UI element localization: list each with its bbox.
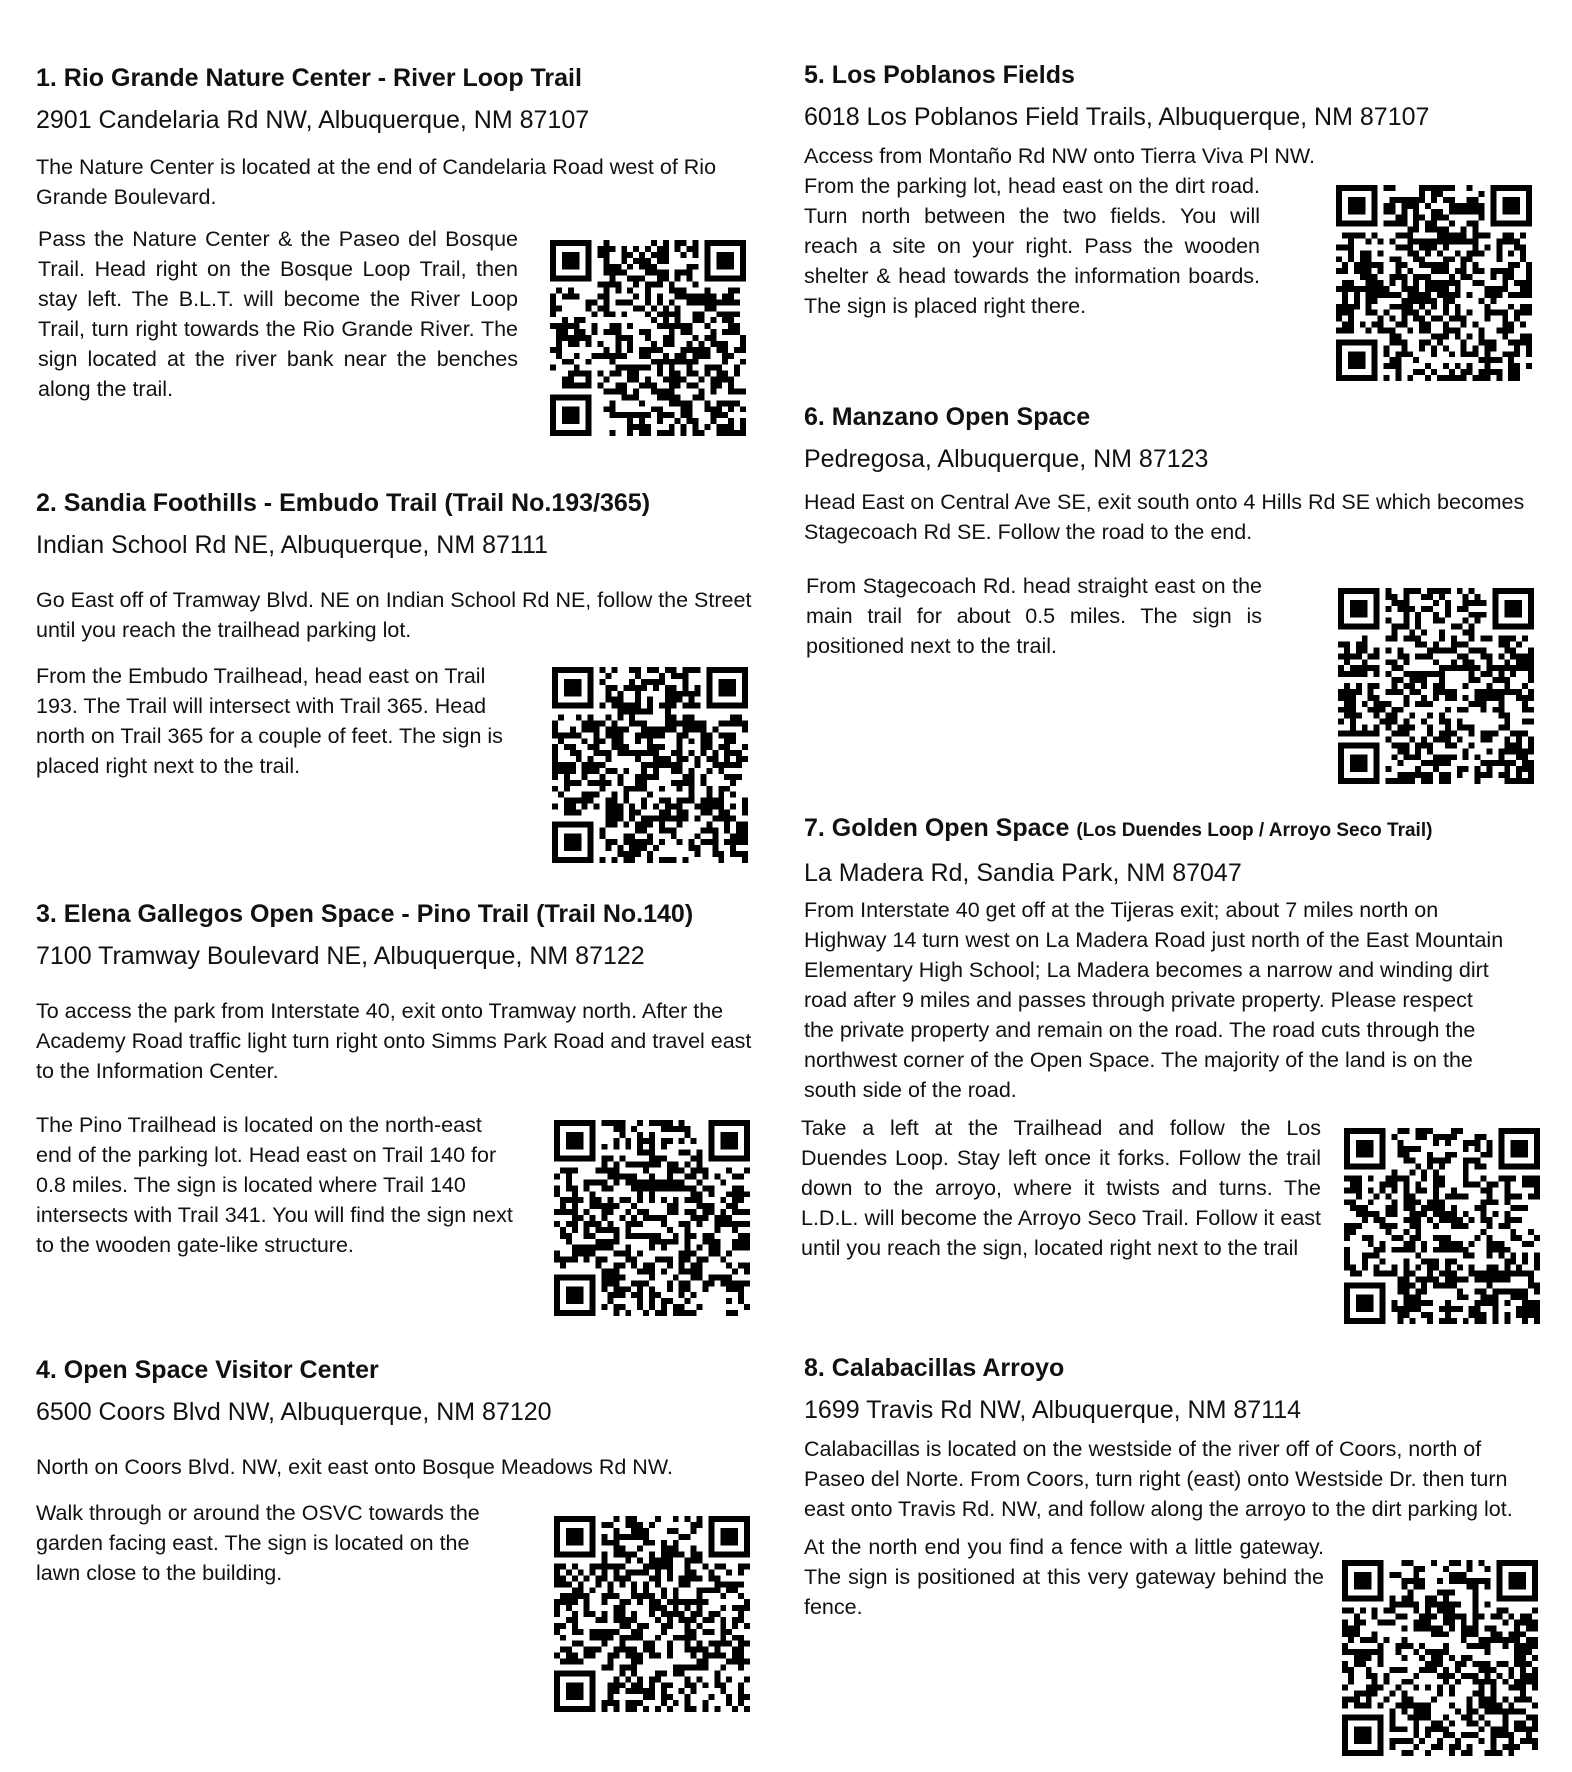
access-text: From Interstate 40 get off at the Tijeras exit; about 7 miles north on Highway 14 turn west on La Madera Road just north of the East Mountain Elementary High School; La Madera becomes a narrow and winding dirt road after 9 miles and passes through private property. Please respect the private property and remain on the road. The road cuts through the northwest corner of the Open Space. The majority of the land is on the south side of the road. bbox=[804, 898, 1504, 1102]
section-address: 1699 Travis Rd NW, Albuquerque, NM 87114 bbox=[804, 1396, 1302, 1424]
section-title: 8. Calabacillas Arroyo bbox=[804, 1354, 1065, 1382]
trail-section-3 bbox=[36, 898, 756, 1260]
directions-text: From the parking lot, head east on the dirt road. Turn north between the two fields. You will reach a site on your right. Pass the wooden shelter & head towards the information boards. The sign is placed right there. bbox=[804, 174, 1260, 318]
directions-text: Walk through or around the OSVC towards the garden facing east. The sign is located on the lawn close to the building. bbox=[36, 1501, 480, 1585]
access-text: Go East off of Tramway Blvd. NE on Indian School Rd NE, follow the Street until you reach the trailhead parking lot. bbox=[36, 588, 752, 642]
section-address: 2901 Candelaria Rd NW, Albuquerque, NM 87107 bbox=[36, 106, 590, 134]
section-title: 5. Los Poblanos Fields bbox=[804, 61, 1075, 89]
section-address: 7100 Tramway Boulevard NE, Albuquerque, NM 87122 bbox=[36, 942, 645, 970]
section-title-main: 7. Golden Open Space bbox=[804, 814, 1070, 842]
qr-code-icon[interactable] bbox=[1336, 185, 1532, 381]
directions-text: Take a left at the Trailhead and follow the Los Duendes Loop. Stay left once it forks. Follow the trail down to the arroyo, where it twists and turns. The L.D.L. will become the Arroyo Seco Trail. Follow it east until you reach the sign, located right next to the trail bbox=[801, 1116, 1321, 1260]
section-subtitle: (Los Duendes Loop / Arroyo Seco Trail) bbox=[1076, 820, 1433, 841]
section-title bbox=[804, 812, 1544, 847]
section-title: 3. Elena Gallegos Open Space - Pino Trail (Trail No.140) bbox=[36, 900, 694, 928]
access-text: Calabacillas is located on the westside of the river off of Coors, north of Paseo del Norte. From Coors, turn right (east) onto Westside Dr. then turn east onto Travis Rd. NW, and follow along the arroyo to the dirt parking lot. bbox=[804, 1437, 1513, 1521]
qr-code-icon[interactable] bbox=[1338, 588, 1534, 784]
section-title: 6. Manzano Open Space bbox=[804, 403, 1091, 431]
section-address: 6018 Los Poblanos Field Trails, Albuquerque, NM 87107 bbox=[804, 103, 1430, 131]
qr-code-icon[interactable] bbox=[552, 667, 748, 863]
section-address: La Madera Rd, Sandia Park, NM 87047 bbox=[804, 859, 1242, 887]
access-text: North on Coors Blvd. NW, exit east onto Bosque Meadows Rd NW. bbox=[36, 1455, 673, 1479]
qr-code-icon[interactable] bbox=[550, 240, 746, 436]
qr-code-icon[interactable] bbox=[554, 1516, 750, 1712]
qr-code-icon[interactable] bbox=[1344, 1128, 1540, 1324]
directions-text: The Pino Trailhead is located on the north-east end of the parking lot. Head east on Trail 140 for 0.8 miles. The sign is located where Trail 140 intersects with Trail 341. You will find the sign next to the wooden gate-like structure. bbox=[36, 1113, 513, 1257]
trail-section-2 bbox=[36, 487, 756, 781]
trail-section-6 bbox=[804, 401, 1544, 661]
section-address: Pedregosa, Albuquerque, NM 87123 bbox=[804, 445, 1209, 473]
access-text: Access from Montaño Rd NW onto Tierra Viva Pl NW. bbox=[804, 144, 1315, 168]
qr-code-icon[interactable] bbox=[1342, 1560, 1538, 1756]
section-address: Indian School Rd NE, Albuquerque, NM 87111 bbox=[36, 531, 548, 559]
trail-section-8 bbox=[804, 1352, 1544, 1622]
trail-section-1 bbox=[36, 62, 756, 404]
section-title: 1. Rio Grande Nature Center - River Loop Trail bbox=[36, 64, 582, 92]
qr-code-icon[interactable] bbox=[554, 1120, 750, 1316]
directions-text: From Stagecoach Rd. head straight east on the main trail for about 0.5 miles. The sign is positioned next to the trail. bbox=[806, 574, 1262, 658]
trail-section-7 bbox=[801, 812, 1544, 1263]
access-text: The Nature Center is located at the end of Candelaria Road west of Rio Grande Boulevard. bbox=[36, 155, 717, 209]
trail-section-5 bbox=[804, 59, 1544, 321]
section-title: 2. Sandia Foothills - Embudo Trail (Trail No.193/365) bbox=[36, 489, 651, 517]
trail-section-4 bbox=[36, 1354, 756, 1588]
access-text: Head East on Central Ave SE, exit south onto 4 Hills Rd SE which becomes Stagecoach Rd SE. Follow the road to the end. bbox=[804, 490, 1525, 544]
directions-text: From the Embudo Trailhead, head east on Trail 193. The Trail will intersect with Trail 365. Head north on Trail 365 for a couple of feet. The sign is placed right next to the trail. bbox=[36, 664, 503, 778]
access-text: To access the park from Interstate 40, exit onto Tramway north. After the Academy Road traffic light turn right onto Simms Park Road and travel east to the Information Center. bbox=[36, 999, 752, 1083]
directions-text: At the north end you find a fence with a little gateway. The sign is positioned at this very gateway behind the fence. bbox=[804, 1535, 1324, 1619]
section-title: 4. Open Space Visitor Center bbox=[36, 1356, 379, 1384]
directions-text: Pass the Nature Center & the Paseo del Bosque Trail. Head right on the Bosque Loop Trail, then stay left. The B.L.T. will become the River Loop Trail, turn right towards the Rio Grande River. The sign located at the river bank near the benches along the trail. bbox=[38, 227, 518, 401]
section-address: 6500 Coors Blvd NW, Albuquerque, NM 87120 bbox=[36, 1398, 552, 1426]
